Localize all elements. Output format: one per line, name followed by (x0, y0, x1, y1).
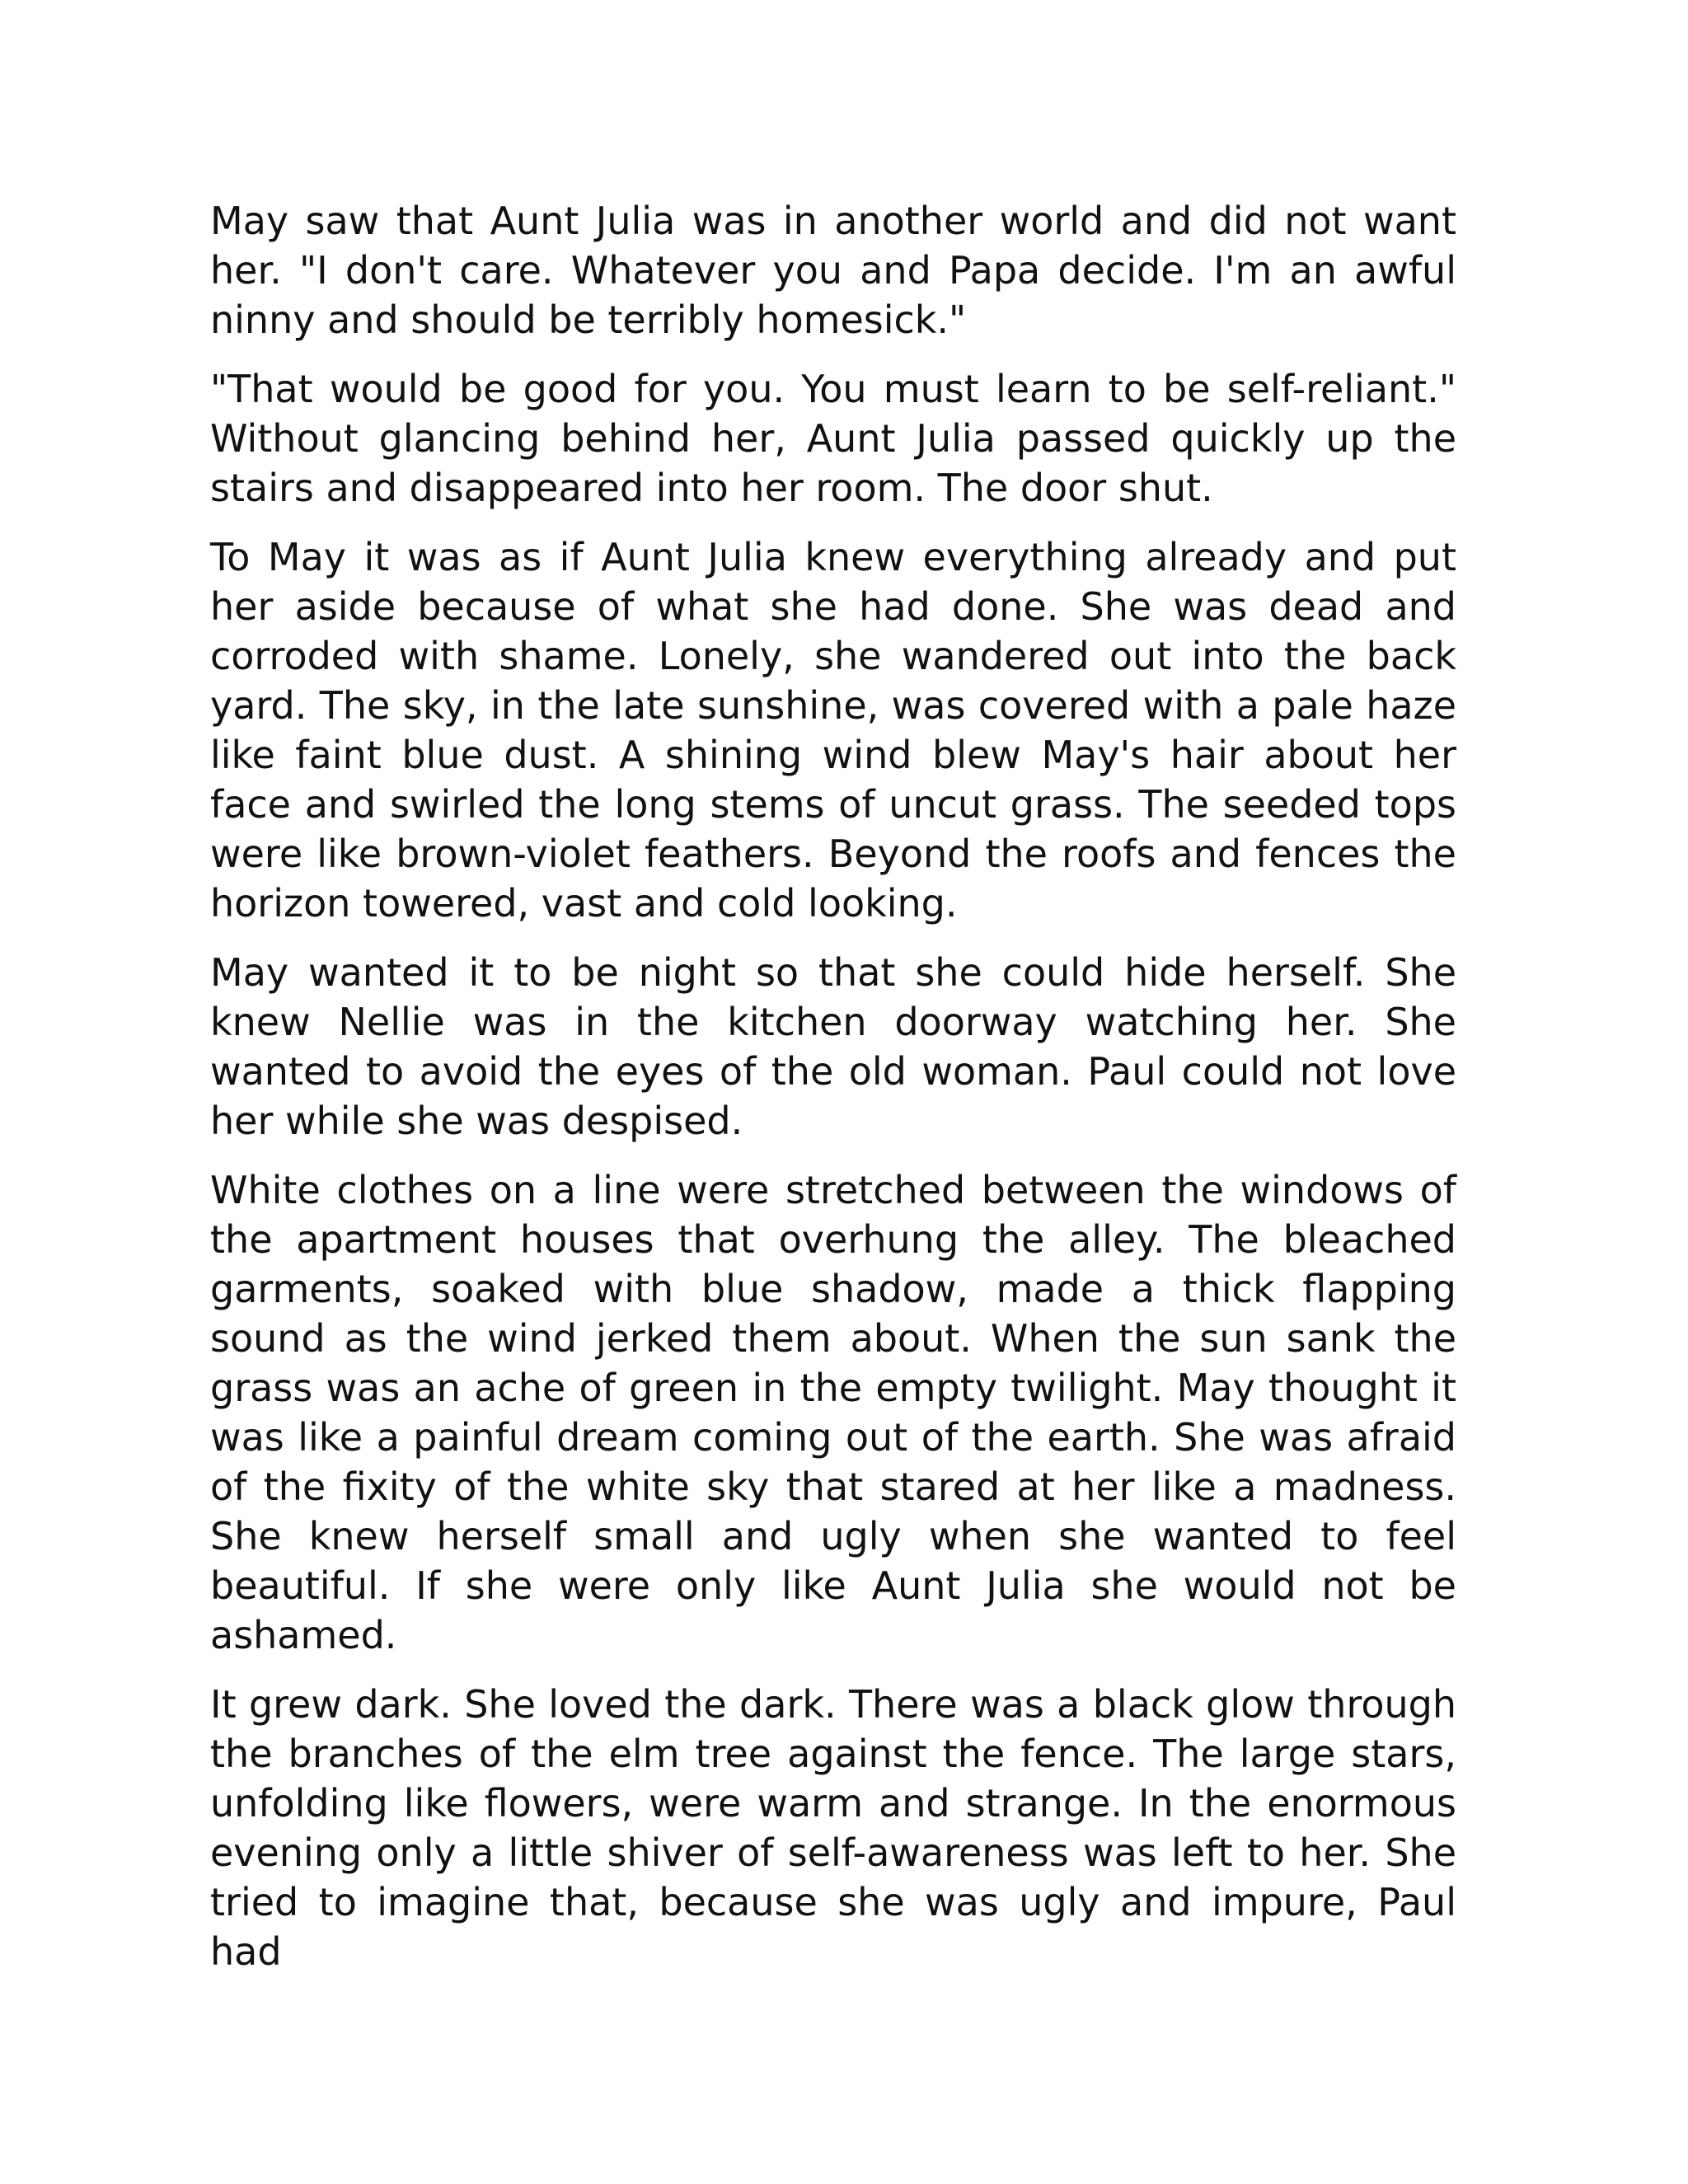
paragraph-2: "That would be good for you. You must learn to be self-reliant." Without glancing behind her, Aunt Julia passed quickly up the stairs and disappeared into her room. The door shut. (210, 367, 1456, 510)
paragraph-4: May wanted it to be night so that she could hide herself. She knew Nellie was in the kitchen doorway watching her. She wanted to avoid the eyes of the old woman. Paul could not love her while she was despised. (210, 950, 1456, 1143)
paragraph-6: It grew dark. She loved the dark. There was a black glow through the branches of the elm tree against the fence. The large stars, unfolding like flowers, were warm and strange. In the enormous evening only a little shiver of self-awareness was left to her. She tried to imagine that, because she was ugly and impure, Paul had (210, 1682, 1456, 1974)
paragraph-3: To May it was as if Aunt Julia knew everything already and put her aside because of what she had done. She was dead and corroded with shame. Lonely, she wandered out into the back yard. The sky, in the late sunshine, was covered with a pale haze like faint blue dust. A shining wind blew May's hair about her face and swirled the long stems of uncut grass. The seeded tops were like brown-violet feathers. Beyond the roofs and fences the horizon towered, vast and cold looking. (210, 535, 1456, 926)
paragraph-5: White clothes on a line were stretched between the windows of the apartment houses that overhung the alley. The bleached garments, soaked with blue shadow, made a thick flapping sound as the wind jerked them about. When the sun sank the grass was an ache of green in the empty twilight. May thought it was like a painful dream coming out of the earth. She was afraid of the fixity of the white sky that stared at her like a madness. She knew herself small and ugly when she wanted to feel beautiful. If she were only like Aunt Julia she would not be ashamed. (210, 1168, 1456, 1657)
paragraph-1: May saw that Aunt Julia was in another world and did not want her. "I don't care. Whatever you and Papa decide. I'm an awful ninny and should be terribly homesick." (210, 199, 1456, 342)
page-body (210, 196, 1456, 1976)
